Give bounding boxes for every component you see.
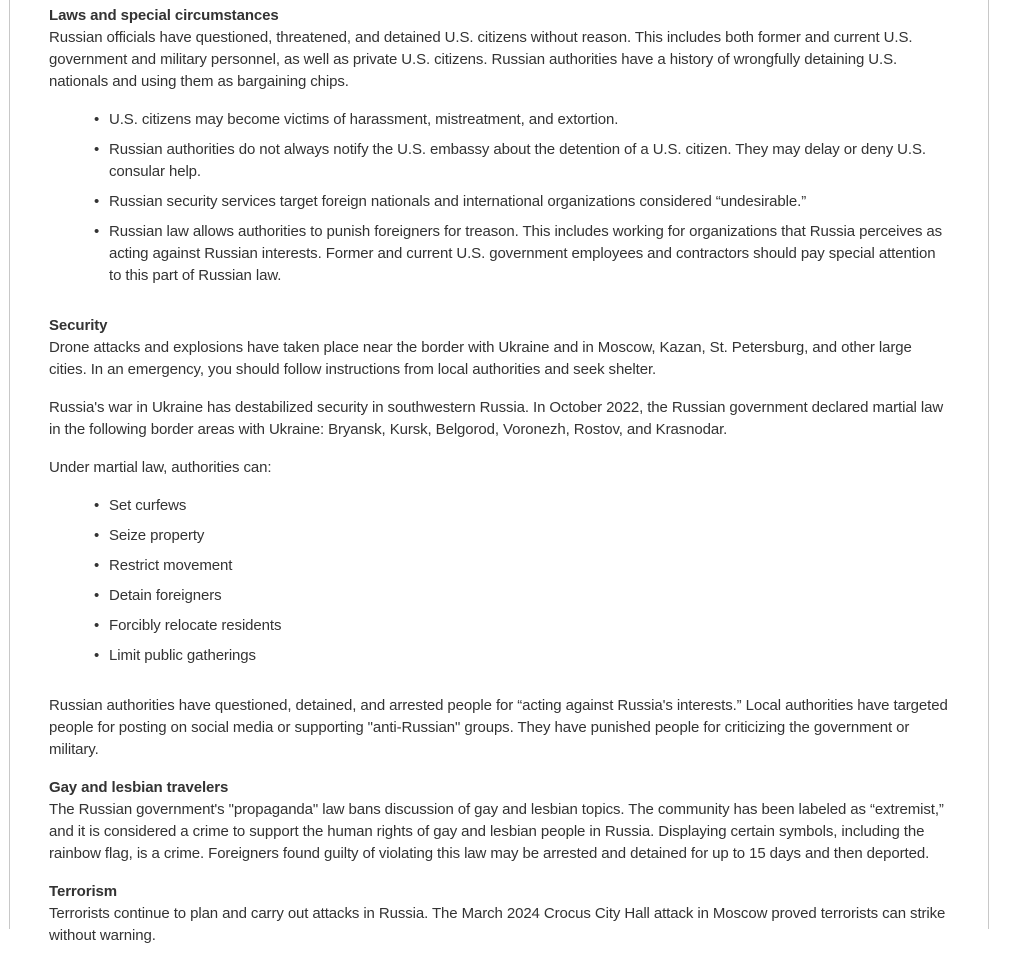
martial-law-bullet-list: [49, 495, 949, 667]
list-item: [94, 525, 949, 547]
bullet-icon: •: [94, 527, 100, 544]
laws-bullet-list: [49, 109, 949, 287]
security-section: [49, 315, 949, 761]
list-item: [94, 139, 949, 183]
laws-section: [49, 5, 949, 287]
laws-intro: Russian officials have questioned, threatened, and detained U.S. citizens without reason. This includes both former and current U.S. government and military personnel, as well as private U.S. citizens. Russian authorities have a history of wrongfully detaining U.S. nationals and using them as bargaining chips.: [49, 29, 913, 90]
list-item-text: Forcibly relocate residents: [109, 617, 282, 634]
gay-lesbian-heading: Gay and lesbian travelers: [49, 779, 229, 796]
list-item: [94, 221, 949, 287]
bullet-icon: •: [94, 497, 100, 514]
security-heading: Security: [49, 317, 108, 334]
list-item-text: Russian authorities do not always notify the U.S. embassy about the detention of a U.S. citizen. They may delay or deny U.S. consular help.: [109, 141, 926, 180]
list-item: [94, 191, 949, 213]
terrorism-heading: Terrorism: [49, 883, 118, 900]
list-item-text: Seize property: [109, 527, 205, 544]
security-paragraph-1: Drone attacks and explosions have taken place near the border with Ukraine and in Moscow, Kazan, St. Petersburg, and other large cities. In an emergency, you should follow instructions from local authorities and seek shelter.: [49, 339, 912, 378]
bullet-icon: •: [94, 141, 100, 158]
security-paragraph-3: Under martial law, authorities can:: [49, 459, 272, 476]
list-item: [94, 555, 949, 577]
list-item-text: Limit public gatherings: [109, 647, 256, 664]
gay-lesbian-paragraph: The Russian government's "propaganda" law bans discussion of gay and lesbian topics. The community has been labeled as “extremist,” and it is considered a crime to support the human rights of gay and lesbian people in Russia. Displaying certain symbols, including the rainbow flag, is a crime. Foreigners found guilty of violating this law may be arrested and detained for up to 15 days and then deported.: [49, 801, 944, 862]
bullet-icon: •: [94, 617, 100, 634]
list-item: [94, 109, 949, 131]
article-body: [49, 5, 949, 963]
list-item: [94, 585, 949, 607]
bullet-icon: •: [94, 557, 100, 574]
security-paragraph-2: Russia's war in Ukraine has destabilized security in southwestern Russia. In October 2022, the Russian government declared martial law in the following border areas with Ukraine: Bryansk, Kursk, Belgorod, Voronezh, Rostov, and Krasnodar.: [49, 399, 944, 438]
bullet-icon: •: [94, 587, 100, 604]
list-item-text: Detain foreigners: [109, 587, 222, 604]
terrorism-paragraph: Terrorists continue to plan and carry out attacks in Russia. The March 2024 Crocus City Hall attack in Moscow proved terrorists can strike without warning.: [49, 905, 946, 944]
bullet-icon: •: [94, 193, 100, 210]
security-paragraph-4: Russian authorities have questioned, detained, and arrested people for “acting against Russia's interests.” Local authorities have targeted people for posting on social media or supporting "anti-Russian" groups. They have punished people for criticizing the government or military.: [49, 697, 948, 758]
terrorism-section: [49, 881, 949, 947]
list-item-text: Russian law allows authorities to punish foreigners for treason. This includes working for organizations that Russia perceives as acting against Russian interests. Former and current U.S. government employees and contractors should pay special attention to this part of Russian law.: [109, 223, 943, 284]
list-item: [94, 645, 949, 667]
laws-heading: Laws and special circumstances: [49, 7, 279, 24]
list-item-text: Restrict movement: [109, 557, 233, 574]
gay-lesbian-section: [49, 777, 949, 865]
list-item-text: Russian security services target foreign nationals and international organizations considered “undesirable.”: [109, 193, 807, 210]
bullet-icon: •: [94, 111, 100, 128]
list-item-text: Set curfews: [109, 497, 187, 514]
list-item-text: U.S. citizens may become victims of harassment, mistreatment, and extortion.: [109, 111, 619, 128]
list-item: [94, 495, 949, 517]
list-item: [94, 615, 949, 637]
bullet-icon: •: [94, 223, 100, 240]
bullet-icon: •: [94, 647, 100, 664]
